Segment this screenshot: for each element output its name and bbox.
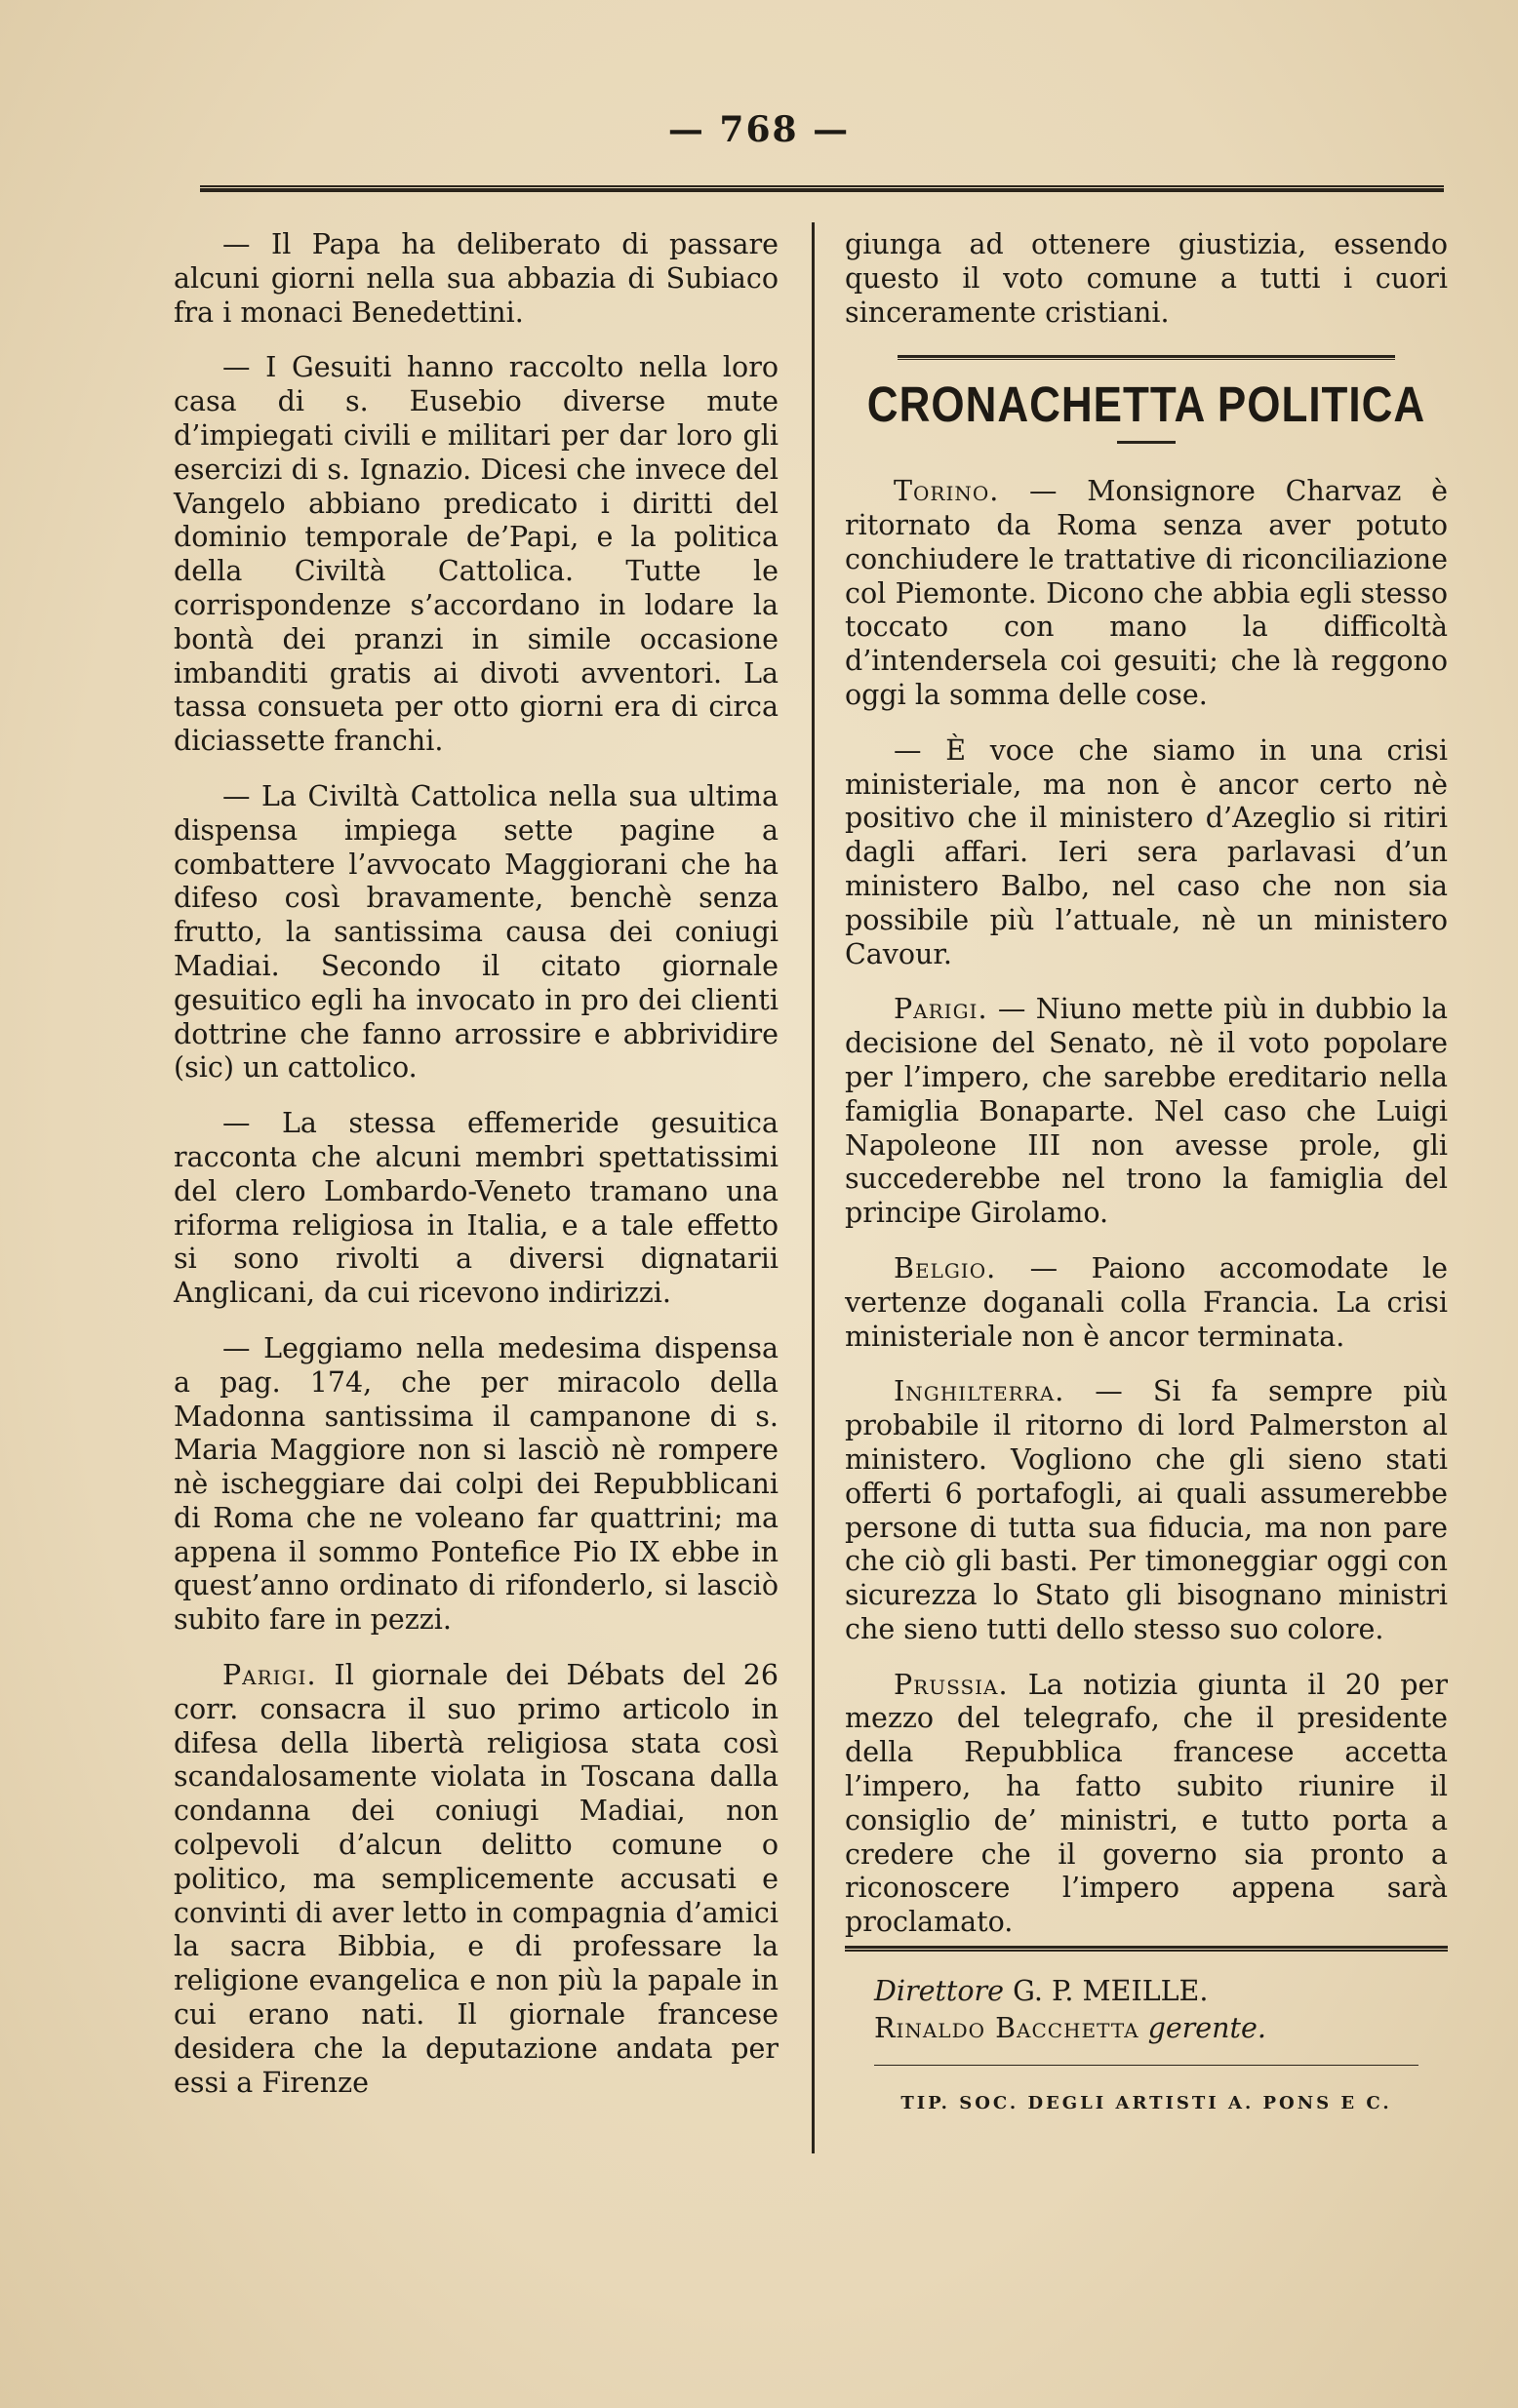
article-campanone: — Leggiamo nella medesima dispensa a pag. 174, che per miracolo della Madonna santissima il campanone di s. Maria Maggiore non si lasciò nè rompere nè ischeggiare dai colpi dei Repubblicani di Roma che ne voleano far quattrini; ma appena il sommo Pontefice Pio IX ebbe in quest’anno ordinato di rifonderlo, si lasciò subito fare in pezzi. bbox=[174, 1331, 779, 1637]
news-item-parigi: Parigi. — Niuno mette più in dubbio la decisione del Senato, nè il voto popolare per l’impero, che sarebbe ereditario nella famiglia Bonaparte. Nel caso che Luigi Napoleone III non avesse prole, gli succederebbe nel trono la famiglia del principe Girolamo. bbox=[845, 993, 1448, 1230]
right-column bbox=[845, 228, 1448, 2121]
article-lombardo-veneto: — La stessa effemeride gesuitica racconta che alcuni membri spettatissimi del clero Lombardo-Veneto tramano una riforma religiosa in Italia, e a tale effetto si sono rivolti a diversi dignatarii Anglicani, da cui ricevono indirizzi. bbox=[174, 1107, 779, 1310]
page-number: — 768 — bbox=[667, 109, 851, 150]
signature-director: Direttore G. P. MEILLE. bbox=[874, 1975, 1209, 2008]
title-underline bbox=[1117, 441, 1176, 444]
article-continuation: giunga ad ottenere giustizia, essendo questo il voto comune a tutti i cuori sinceramente cristiani. bbox=[845, 228, 1448, 329]
article-parigi-debats: Parigi. Il giornale dei Débats del 26 corr. consacra il suo primo articolo in difesa della libertà religiosa stata così scandalosamente violata in Toscana dalla condanna dei coniugi Madiai, non colpevoli d’alcun delitto comune o politico, ma semplicemente accusati e convinti di aver letto in compagnia d’amici la sacra Bibbia, e di professare la religione evangelica e non più la papale in cui erano nati. Il giornale francese desidera che la deputazione andata per essi a Firenze bbox=[174, 1659, 779, 2099]
dateline: Inghilterra. bbox=[894, 1375, 1065, 1408]
article-civilta-maggiorani: — La Civiltà Cattolica nella sua ultima dispensa impiega sette pagine a combattere l’avvocato Maggiorani che ha difeso così bravamente, benchè senza frutto, la santissima causa dei coniugi Madiai. Secondo il citato giornale gesuitico egli ha invocato in pro dei clienti dottrine che fanno arrossire e abbrividire (sic) un cattolico. bbox=[174, 779, 779, 1085]
column-divider bbox=[812, 222, 815, 2153]
section-rule bbox=[898, 355, 1395, 360]
header-rule bbox=[200, 185, 1444, 192]
footer-rule bbox=[845, 1946, 1448, 1952]
dateline: Prussia. bbox=[894, 1668, 1009, 1701]
news-item-inghilterra: Inghilterra. — Si fa sempre più probabile il ritorno di lord Palmerston al ministero. Vogliono che gli sieno stati offerti 6 portafogli, ai quali assumerebbe persone di tutta sua fiducia, ma non pare che ciò gli basti. Per timoneggiar oggi con sicurezza lo Stato gli bisognano ministri che sieno tutti dello stesso suo colore. bbox=[845, 1375, 1448, 1645]
news-item-torino: Torino. — Monsignore Charvaz è ritornato da Roma senza aver potuto conchiudere le trattative di riconciliazione col Piemonte. Dicono che abbia egli stesso toccato con mano la difficoltà d’intendersela coi gesuiti; che là reggono oggi la somma delle cose. bbox=[845, 475, 1448, 711]
dateline: Parigi. bbox=[894, 993, 988, 1026]
printer-rule bbox=[874, 2065, 1418, 2066]
news-item-prussia: Prussia. La notizia giunta il 20 per mezzo del telegrafo, che il presidente della Repubblica francese accetta l’impero, ha fatto subito riunire il consiglio de’ ministri, e tutto porta a credere che il governo sia pronto a riconoscere l’impero appena sarà proclamato. bbox=[845, 1668, 1448, 1939]
dateline: Belgio. bbox=[894, 1251, 997, 1284]
left-column bbox=[174, 228, 779, 2121]
printer-line: TIP. SOC. DEGLI ARTISTI A. PONS E C. bbox=[900, 2093, 1392, 2114]
dateline: Torino. bbox=[894, 475, 1000, 508]
signature-manager: Rinaldo Bacchetta gerente. bbox=[874, 2012, 1266, 2045]
section-title: CRONACHETTA POLITICA bbox=[866, 377, 1426, 433]
dateline: Parigi. bbox=[222, 1659, 317, 1692]
news-item-crisi: — È voce che siamo in una crisi ministeriale, ma non è ancor certo nè positivo che il ministero d’Azeglio si ritiri dagli affari. Ieri sera parlavasi d’un ministero Balbo, nel caso che non sia possibile più l’attuale, nè un ministero Cavour. bbox=[845, 733, 1448, 970]
article-jesuits-eusebio: — I Gesuiti hanno raccolto nella loro casa di s. Eusebio diverse mute d’impiegati civili e militari per dar loro gli esercizi di s. Ignazio. Dicesi che invece del Vangelo abbiano predicato i diritti del dominio temporale de’Papi, e la politica della Civiltà Cattolica. Tutte le corrispondenze s’accordano in lodare la bontà dei pranzi in simile occasione imbanditi gratis ai divoti avventori. La tassa consueta per otto giorni era di circa diciassette franchi. bbox=[174, 351, 779, 758]
news-item-belgio: Belgio. — Paiono accomodate le vertenze doganali colla Francia. La crisi ministeriale non è ancor terminata. bbox=[845, 1251, 1448, 1353]
article-pope-subiaco: — Il Papa ha deliberato di passare alcuni giorni nella sua abbazia di Subiaco fra i monaci Benedettini. bbox=[174, 228, 779, 329]
